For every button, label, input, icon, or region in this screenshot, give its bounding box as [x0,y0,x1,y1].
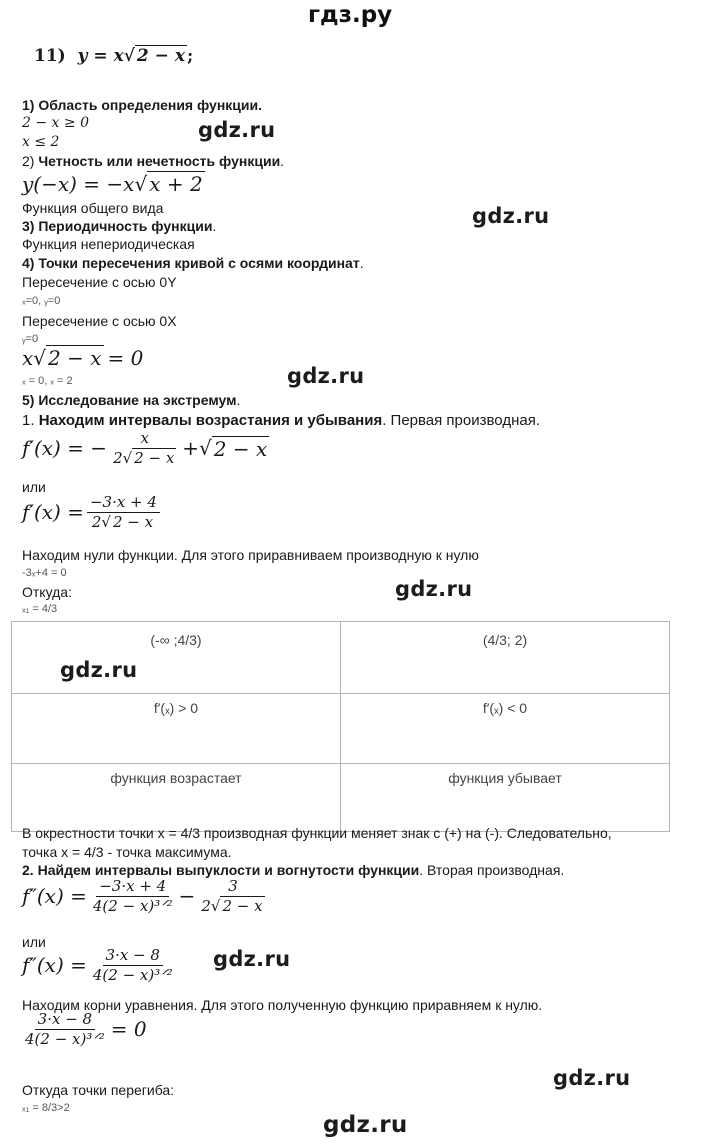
ox-equation-radicand: 2 − x [48,346,102,370]
subsection2-heading [22,862,564,878]
ox-intersection-label: Пересечение с осью 0X [22,313,177,329]
task-formula-tail: ; [186,46,194,66]
section4-heading [22,255,364,271]
first-derivative-simplified-fraction [87,494,160,530]
watermark-7: gdz.ru [553,1066,631,1090]
subsection1-number: 1. [22,412,39,429]
second-derivative-simplified-denominator: 4(2 − x)³ᐟ² [92,965,173,984]
whence-label: Откуда: [22,584,72,600]
table-row [12,694,670,764]
section1-line1: 2 − x ≥ 0 [22,115,89,131]
section3-heading [22,218,216,234]
second-derivative-denominator-1: 4(2 − x)³ᐟ² [92,896,173,915]
ox-equation: x√ 2 − x = 0 [22,346,144,370]
first-derivative-lhs: f′(x) = − [22,436,108,460]
second-derivative-simplified-fraction [90,947,176,983]
first-derivative-fraction [110,430,179,466]
section1-heading: 1) Область определения функции. [22,97,263,113]
second-derivative-lhs: f″(x) = [22,884,87,908]
first-derivative-radicand: 2 − x [213,436,268,461]
subsection1-heading [22,412,540,429]
section2-title: Четность или нечетность функции [38,153,281,169]
second-derivative-simplified-lhs: f″(x) = [22,953,87,977]
conclusion-line1: В окрестности точки x = 4/3 производная функции меняет знак с (+) на (-). Следовательно, [22,825,612,841]
first-derivative-simplified-lhs: f′(x) = [22,500,84,524]
second-derivative-numerator-1: −3·x + 4 [96,878,169,897]
second-derivative-denominator-2: 2√ 2 − x [201,896,263,915]
section2-heading [22,153,284,169]
first-derivative-simplified-den-radicand: 2 − x [112,512,154,531]
watermark-6: gdz.ru [213,947,291,971]
ox-equation-lhs: x [22,346,34,370]
watermark-5: gdz.ru [60,658,138,682]
first-derivative-simplified-den-coef: 2 [91,512,102,531]
first-derivative-simplified-numerator: −3·x + 4 [87,494,160,513]
subsection1-rest: . Первая производная. [382,412,540,429]
section4-title: 4) Точки пересечения кривой с осями координат [22,255,360,271]
inflection-equation-denominator: 4(2 − x)³ᐟ² [25,1029,105,1048]
critical-point: ₓ₁ = 4/3 [22,603,58,615]
second-derivative-fraction-2 [198,878,267,914]
task-formula-radicand: 2 − x [136,46,185,66]
section1-line2: x ≤ 2 [22,134,60,150]
section2-formula-lhs: y(−x) = −x [22,172,135,196]
subsection2-rest: . Вторая производная. [419,862,565,878]
first-derivative-simplified [22,494,163,530]
subsection2-number: 2. [22,862,38,878]
monotonicity-table [11,621,670,832]
second-derivative-simplified [22,947,179,983]
first-derivative-den-radicand: 2 − x [134,448,175,467]
zeros-equation: -3ₓ+4 = 0 [22,567,67,579]
first-derivative-simplified-denominator: 2√ 2 − x [91,512,154,531]
first-derivative-den-coef: 2 [113,448,123,467]
inflection-equation-numerator: 3·x − 8 [35,1011,95,1030]
first-derivative: f′(x) = − $\frac{x}{2√ 2 - x}$ + √ 2 − x [22,429,268,467]
table-cell-interval-1: (-∞ ;4/3) [12,622,341,694]
table-cell-behavior-2: функция убывает [341,764,670,832]
watermark-3: gdz.ru [287,364,365,388]
second-derivative-minus: − [178,884,196,908]
first-derivative-numerator: x [137,430,151,449]
section3-result: Функция непериодическая [22,236,195,252]
inflection-value: ₓ₁ = 8/3>2 [22,1102,70,1114]
section4-dot: . [359,255,364,271]
table-cell-behavior-1: функция возрастает [12,764,341,832]
second-derivative-numerator-2: 3 [225,878,241,897]
second-derivative-den2-radicand: 2 − x [222,896,263,915]
table-cell-sign-2: f′(ₓ) < 0 [341,694,670,764]
task-number: 11) [34,46,66,66]
section2-result: Функция общего вида [22,200,164,216]
section5-title: 5) Исследование на экстремум [22,392,237,408]
subsection2-title: Найдем интервалы выпуклости и вогнутости функции [37,862,420,878]
second-derivative-fraction-1 [90,878,176,914]
table-cell-sign-1: f′(ₓ) > 0 [12,694,341,764]
or-label-2: или [22,934,46,950]
oy-intersection-label: Пересечение с осью 0Y [22,274,177,290]
watermark-2: gdz.ru [472,204,550,228]
second-derivative [22,878,271,914]
inflection-equation-rhs: = 0 [110,1017,147,1041]
section5-dot: . [236,392,241,408]
section3-dot: . [212,218,217,234]
inflection-equation [22,1011,147,1047]
section2-formula: y(−x) = −x√ x + 2 [22,172,203,196]
watermark-1: gdz.ru [198,118,276,142]
or-label-1: или [22,479,46,495]
section3-title: 3) Периодичность функции [22,218,213,234]
roots-text: Находим корни уравнения. Для этого полученную функцию приравняем к нулю. [22,997,543,1013]
inflection-label: Откуда точки перегиба: [22,1082,175,1098]
ox-intersection-values: ᵧ=0 [22,333,39,345]
second-derivative-simplified-numerator: 3·x − 8 [103,947,163,966]
section2-dot: . [280,153,285,169]
conclusion-line2: точка x = 4/3 - точка максимума. [22,844,232,860]
zeros-text: Находим нули функции. Для этого приравниваем производную к нулю [22,547,479,563]
task-formula: 11) y = x√ 2 − x ; [34,46,194,66]
table-cell-interval-2: (4/3; 2) [341,622,670,694]
site-title: гдз.ру [308,2,393,28]
table-row [12,764,670,832]
ox-equation-rhs: = 0 [107,346,144,370]
section2-formula-radicand: x + 2 [149,172,203,196]
task-formula-lhs: y = x [77,46,124,66]
second-derivative-den2-coef: 2 [201,896,211,915]
section5-heading [22,392,240,408]
inflection-equation-fraction [22,1011,108,1047]
first-derivative-plus: + [182,436,200,460]
watermark-footer: gdz.ru [323,1112,408,1138]
oy-intersection-values: ₓ=0, ᵧ=0 [22,295,61,307]
first-derivative-denominator: 2√ 2 − x [113,448,175,467]
section2-number: 2) [22,153,39,169]
watermark-4: gdz.ru [395,577,473,601]
subsection1-title: Находим интервалы возрастания и убывания [38,412,383,429]
ox-roots: ₓ = 0, ₓ = 2 [22,375,73,387]
